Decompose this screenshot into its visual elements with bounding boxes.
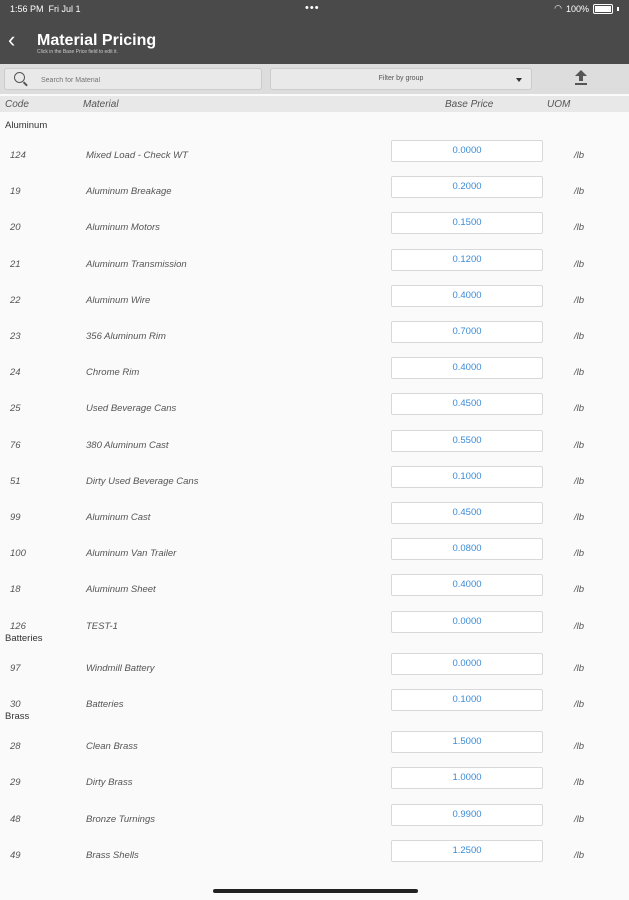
battery-icon [593, 4, 613, 14]
row-uom: /lb [574, 662, 585, 674]
base-price-input[interactable]: 0.0800 [391, 538, 543, 560]
row-uom: /lb [574, 294, 585, 306]
base-price-input[interactable]: 0.1000 [391, 689, 543, 711]
table-row [0, 839, 629, 875]
home-indicator[interactable] [213, 889, 418, 893]
row-code: 28 [10, 741, 21, 753]
nav-bar [0, 18, 629, 64]
table-row [0, 429, 629, 465]
row-material: Used Beverage Cans [86, 403, 177, 415]
table-row [0, 465, 629, 501]
row-uom: /lb [574, 331, 585, 342]
base-price-input[interactable]: 0.4000 [391, 285, 543, 307]
group-header: Brass [5, 711, 30, 723]
row-material: Aluminum Van Trailer [86, 548, 177, 560]
row-material: Aluminum Wire [86, 294, 151, 306]
row-code: 100 [10, 548, 26, 560]
table-row [0, 610, 629, 646]
row-uom: /lb [574, 222, 585, 234]
row-uom: /lb [574, 849, 585, 861]
toolbar [0, 64, 629, 94]
row-uom: /lb [574, 150, 585, 161]
base-price-input[interactable]: 0.4500 [391, 393, 543, 415]
table-row [0, 688, 629, 724]
row-material: Aluminum Sheet [86, 584, 156, 596]
page-title: Material Pricing [37, 32, 157, 49]
page-subtitle: Click in the Base Price field to edit it. [37, 49, 118, 55]
row-uom: /lb [574, 367, 585, 379]
table-row [0, 320, 629, 356]
table-row [0, 139, 629, 175]
base-price-input[interactable]: 0.5500 [391, 430, 543, 452]
group-header: Aluminum [5, 120, 48, 131]
status-bar [0, 0, 629, 18]
base-price-input[interactable]: 0.1000 [391, 466, 543, 488]
row-uom: /lb [574, 584, 585, 596]
row-material: Aluminum Transmission [86, 258, 187, 270]
col-material: Material [83, 99, 119, 110]
search-input[interactable] [39, 71, 253, 89]
table-row [0, 730, 629, 766]
row-uom: /lb [574, 620, 585, 632]
upload-icon[interactable] [572, 70, 590, 88]
row-material: Aluminum Motors [86, 222, 160, 234]
row-code: 18 [10, 584, 21, 596]
table-row [0, 248, 629, 284]
base-price-input[interactable]: 1.5000 [391, 731, 543, 753]
row-uom: /lb [574, 475, 585, 487]
row-code: 23 [10, 331, 21, 342]
base-price-input[interactable]: 0.4500 [391, 502, 543, 524]
row-uom: /lb [574, 403, 585, 415]
search-box[interactable] [4, 68, 262, 90]
row-code: 22 [10, 294, 21, 306]
base-price-input[interactable]: 0.1500 [391, 212, 543, 234]
base-price-input[interactable]: 1.0000 [391, 767, 543, 789]
row-material: Chrome Rim [86, 367, 140, 379]
row-uom: /lb [574, 186, 585, 198]
base-price-input[interactable]: 0.9900 [391, 804, 543, 826]
base-price-input[interactable]: 1.2500 [391, 840, 543, 862]
row-uom: /lb [574, 741, 585, 753]
group-header: Batteries [5, 632, 43, 644]
row-code: 76 [10, 439, 21, 451]
row-material: Dirty Used Beverage Cans [86, 475, 199, 487]
row-uom: /lb [574, 699, 585, 710]
base-price-input[interactable]: 0.2000 [391, 176, 543, 198]
group-filter-dropdown[interactable] [270, 68, 532, 90]
row-material: Aluminum Cast [86, 512, 151, 523]
row-uom: /lb [574, 813, 585, 825]
base-price-input[interactable]: 0.7000 [391, 321, 543, 343]
row-material: Brass Shells [86, 849, 139, 861]
table-row [0, 766, 629, 802]
row-material: 380 Aluminum Cast [86, 439, 169, 451]
filter-label: Filter by group [378, 75, 424, 82]
row-material: Bronze Turnings [86, 813, 155, 825]
table-row [0, 211, 629, 247]
row-material: Batteries [86, 699, 124, 710]
row-material: Dirty Brass [86, 777, 133, 789]
table-row [0, 175, 629, 211]
table-row [0, 356, 629, 392]
table-row [0, 501, 629, 537]
status-time: 1:56 PM Fri Jul 1 [10, 4, 81, 14]
row-code: 49 [10, 849, 21, 861]
base-price-input[interactable]: 0.0000 [391, 140, 543, 162]
row-code: 99 [10, 512, 21, 523]
col-code: Code [5, 99, 29, 110]
row-code: 29 [10, 777, 21, 789]
wifi-icon: ◠ [554, 3, 562, 13]
chevron-down-icon [516, 78, 522, 82]
base-price-input[interactable]: 0.4000 [391, 357, 543, 379]
row-code: 97 [10, 662, 21, 674]
row-code: 48 [10, 813, 21, 825]
table-row [0, 284, 629, 320]
table-header [0, 96, 629, 112]
base-price-input[interactable]: 0.0000 [391, 611, 543, 633]
row-material: TEST-1 [86, 620, 118, 632]
table-row [0, 573, 629, 609]
base-price-input[interactable]: 0.1200 [391, 249, 543, 271]
back-chevron-icon[interactable]: ‹ [8, 27, 16, 52]
table-row [0, 537, 629, 573]
row-material: Clean Brass [86, 741, 138, 753]
row-code: 51 [10, 475, 21, 487]
row-uom: /lb [574, 548, 585, 560]
row-uom: /lb [574, 777, 585, 789]
search-icon [14, 72, 25, 83]
table-row [0, 392, 629, 428]
col-uom: UOM [547, 99, 571, 110]
row-uom: /lb [574, 512, 585, 523]
col-base-price: Base Price [445, 99, 494, 110]
row-material: Windmill Battery [86, 662, 155, 674]
row-material: 356 Aluminum Rim [86, 331, 166, 342]
row-code: 19 [10, 186, 21, 198]
row-material: Mixed Load - Check WT [86, 150, 188, 161]
table-row [0, 652, 629, 688]
base-price-input[interactable]: 0.0000 [391, 653, 543, 675]
multitask-dots[interactable]: ••• [305, 2, 320, 14]
row-code: 25 [10, 403, 21, 415]
row-code: 126 [10, 620, 26, 632]
row-code: 20 [10, 222, 21, 234]
row-material: Aluminum Breakage [86, 186, 172, 198]
base-price-input[interactable]: 0.4000 [391, 574, 543, 596]
row-uom: /lb [574, 258, 585, 270]
row-code: 24 [10, 367, 21, 379]
row-code: 21 [10, 258, 21, 270]
battery-percent: 100% [565, 3, 589, 14]
status-right [554, 3, 619, 14]
row-code: 124 [10, 150, 26, 161]
row-uom: /lb [574, 439, 585, 451]
row-code: 30 [10, 699, 21, 710]
table-row [0, 803, 629, 839]
